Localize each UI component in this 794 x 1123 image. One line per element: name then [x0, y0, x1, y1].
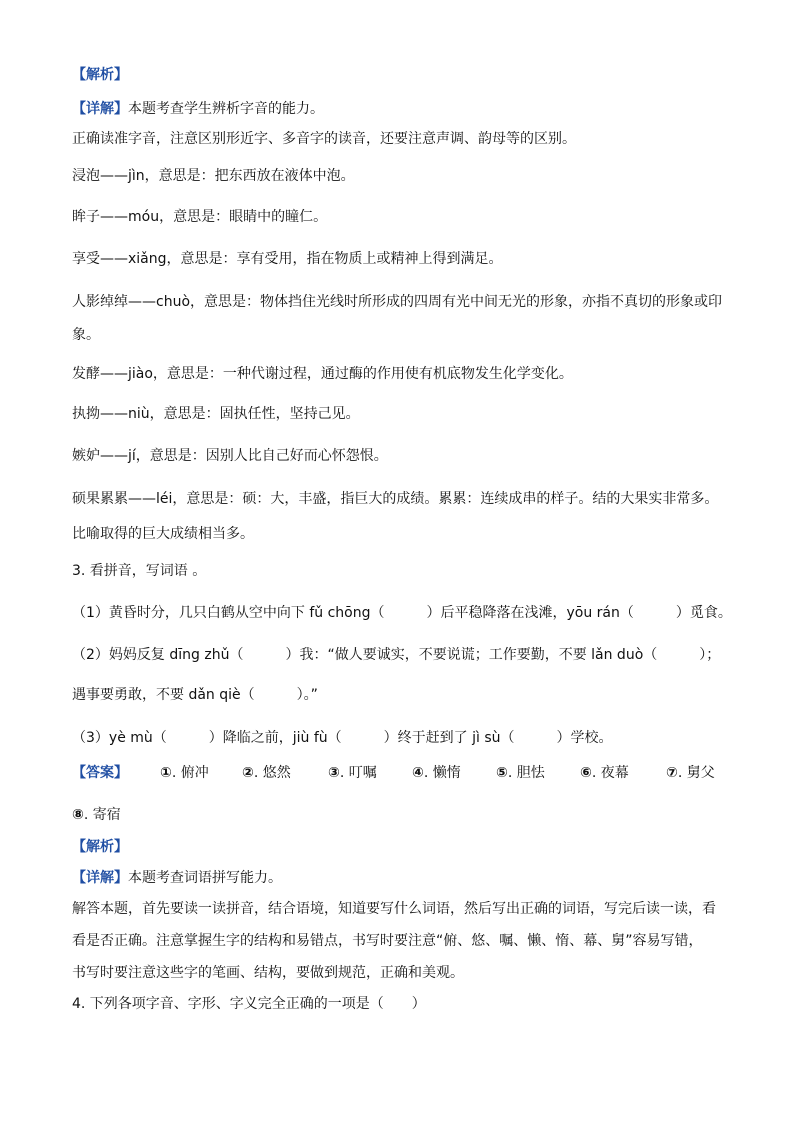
explanation-item: 嫉妒——jí，意思是：因别人比自己好而心怀怨恨。 [72, 448, 388, 464]
explanation-item: 硕果累累——léi，意思是：硕：大，丰盛，指巨大的成绩。累累：连续成串的样子。结的大果实非常多。 [72, 491, 719, 507]
answer-item: ③. 叮嘱 [328, 765, 377, 781]
detail-label-2: 【详解】 [72, 870, 128, 886]
question-3-title: 3. 看拼音，写词语 。 [72, 563, 207, 579]
answer-item: ⑦. 舅父 [666, 765, 715, 781]
question-4-title: 4. 下列各项字音、字形、字义完全正确的一项是（ ） [72, 996, 426, 1012]
analysis-label-2: 【解析】 [72, 839, 128, 855]
answer-item: ①. 俯冲 [160, 765, 209, 781]
question-3-line: 遇事要勇敢，不要 dǎn qiè（ ）。” [72, 687, 318, 703]
explanation-item-continued: 比喻取得的巨大成绩相当多。 [72, 526, 254, 542]
explanation-item: 眸子——móu，意思是：眼睛中的瞳仁。 [72, 209, 328, 225]
detail-paragraph-line: 看是否正确。注意掌握生字的结构和易错点，书写时要注意“俯、悠、嘱、懒、惰、幕、舅”容易写错， [72, 933, 703, 949]
explanation-item-continued: 象。 [72, 327, 100, 343]
explanation-item: 享受——xiǎng，意思是：享有受用，指在物质上或精神上得到满足。 [72, 251, 503, 267]
answer-item: ⑤. 胆怯 [496, 765, 545, 781]
question-3-line: （2）妈妈反复 dīng zhǔ（ ）我：“做人要诚实，不要说谎；工作要勤，不要 lǎn duò（ ）； [72, 647, 721, 663]
answer-row [72, 764, 732, 782]
explanation-item: 发酵——jiào，意思是：一种代谢过程，通过酶的作用使有机底物发生化学变化。 [72, 366, 573, 382]
answer-item: ⑥. 夜幕 [580, 765, 629, 781]
detail-text-1: 本题考查学生辨析字音的能力。 [128, 101, 324, 117]
answer-item: ②. 悠然 [242, 765, 291, 781]
detail-paragraph-line: 解答本题，首先要读一读拼音，结合语境，知道要写什么词语，然后写出正确的词语，写完后读一读，看 [72, 901, 716, 917]
detail-line-2 [72, 869, 282, 887]
question-3-line: （3）yè mù（ ）降临之前，jiù fù（ ）终于赶到了 jì sù（ ）学校。 [72, 730, 613, 746]
explanation-item: 执拗——niù，意思是：固执任性，坚持己见。 [72, 406, 360, 422]
detail-paragraph-line: 书写时要注意这些字的笔画、结构，要做到规范，正确和美观。 [72, 965, 464, 981]
question-3-line: （1）黄昏时分，几只白鹤从空中向下 fǔ chōng（ ）后平稳降落在浅滩，yōu rán（ ）觅食。 [72, 605, 732, 621]
answer-item: ④. 懒惰 [412, 765, 461, 781]
detail-line-1 [72, 100, 324, 118]
analysis-label-1: 【解析】 [72, 67, 128, 83]
answer-label: 【答案】 [72, 765, 128, 781]
detail-label-1: 【详解】 [72, 101, 128, 117]
intro-paragraph: 正确读准字音，注意区别形近字、多音字的读音，还要注意声调、韵母等的区别。 [72, 131, 576, 147]
answer-item: ⑧. 寄宿 [72, 807, 121, 823]
explanation-item: 人影绰绰——chuò，意思是：物体挡住光线时所形成的四周有光中间无光的形象，亦指不真切的形象或印 [72, 294, 723, 310]
explanation-item: 浸泡——jìn，意思是：把东西放在液体中泡。 [72, 168, 355, 184]
detail-text-2: 本题考查词语拼写能力。 [128, 870, 282, 886]
